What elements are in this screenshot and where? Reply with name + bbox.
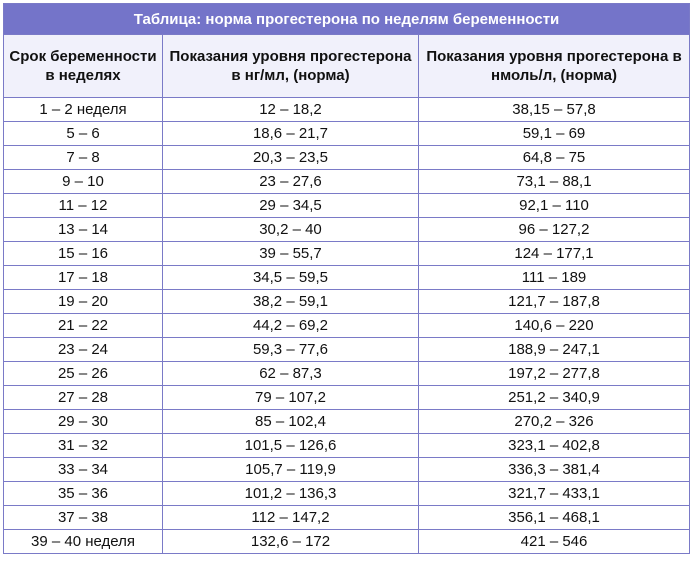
cell-week: 15 – 16 — [4, 242, 163, 266]
table-row — [4, 146, 690, 170]
cell-week: 17 – 18 — [4, 266, 163, 290]
header-nmol-l: Показания уровня прогестерона в нмоль/л, (норма) — [419, 35, 690, 98]
table-row — [4, 122, 690, 146]
header-week: Срок беременности в неделях — [4, 35, 163, 98]
cell-ng-ml: 132,6 – 172 — [163, 530, 419, 554]
cell-nmol-l: 188,9 – 247,1 — [419, 338, 690, 362]
cell-week: 5 – 6 — [4, 122, 163, 146]
cell-ng-ml: 101,5 – 126,6 — [163, 434, 419, 458]
cell-nmol-l: 92,1 – 110 — [419, 194, 690, 218]
cell-nmol-l: 336,3 – 381,4 — [419, 458, 690, 482]
table-title-row — [4, 4, 690, 35]
table-row — [4, 170, 690, 194]
cell-week: 21 – 22 — [4, 314, 163, 338]
cell-ng-ml: 85 – 102,4 — [163, 410, 419, 434]
table-row — [4, 98, 690, 122]
table-row — [4, 242, 690, 266]
cell-ng-ml: 59,3 – 77,6 — [163, 338, 419, 362]
cell-nmol-l: 64,8 – 75 — [419, 146, 690, 170]
cell-week: 29 – 30 — [4, 410, 163, 434]
table-header-row — [4, 35, 690, 98]
cell-ng-ml: 38,2 – 59,1 — [163, 290, 419, 314]
cell-nmol-l: 38,15 – 57,8 — [419, 98, 690, 122]
cell-ng-ml: 62 – 87,3 — [163, 362, 419, 386]
table-row — [4, 290, 690, 314]
cell-ng-ml: 12 – 18,2 — [163, 98, 419, 122]
cell-ng-ml: 29 – 34,5 — [163, 194, 419, 218]
cell-ng-ml: 23 – 27,6 — [163, 170, 419, 194]
cell-nmol-l: 270,2 – 326 — [419, 410, 690, 434]
cell-week: 7 – 8 — [4, 146, 163, 170]
header-ng-ml: Показания уровня прогестерона в нг/мл, (норма) — [163, 35, 419, 98]
cell-nmol-l: 73,1 – 88,1 — [419, 170, 690, 194]
cell-ng-ml: 105,7 – 119,9 — [163, 458, 419, 482]
table-title: Таблица: норма прогестерона по неделям беременности — [4, 4, 690, 35]
cell-nmol-l: 140,6 – 220 — [419, 314, 690, 338]
table-row — [4, 218, 690, 242]
table-row — [4, 506, 690, 530]
table-row — [4, 482, 690, 506]
cell-week: 31 – 32 — [4, 434, 163, 458]
cell-week: 9 – 10 — [4, 170, 163, 194]
cell-nmol-l: 96 – 127,2 — [419, 218, 690, 242]
cell-week: 33 – 34 — [4, 458, 163, 482]
table-row — [4, 530, 690, 554]
progesterone-table — [3, 3, 690, 554]
cell-ng-ml: 101,2 – 136,3 — [163, 482, 419, 506]
progesterone-table-container — [3, 3, 689, 554]
cell-nmol-l: 111 – 189 — [419, 266, 690, 290]
cell-week: 23 – 24 — [4, 338, 163, 362]
table-row — [4, 386, 690, 410]
cell-nmol-l: 356,1 – 468,1 — [419, 506, 690, 530]
cell-nmol-l: 59,1 – 69 — [419, 122, 690, 146]
cell-ng-ml: 20,3 – 23,5 — [163, 146, 419, 170]
cell-week: 13 – 14 — [4, 218, 163, 242]
cell-nmol-l: 197,2 – 277,8 — [419, 362, 690, 386]
cell-ng-ml: 112 – 147,2 — [163, 506, 419, 530]
cell-ng-ml: 44,2 – 69,2 — [163, 314, 419, 338]
cell-week: 35 – 36 — [4, 482, 163, 506]
cell-nmol-l: 321,7 – 433,1 — [419, 482, 690, 506]
table-row — [4, 266, 690, 290]
cell-week: 27 – 28 — [4, 386, 163, 410]
table-row — [4, 458, 690, 482]
table-row — [4, 362, 690, 386]
cell-ng-ml: 30,2 – 40 — [163, 218, 419, 242]
cell-week: 19 – 20 — [4, 290, 163, 314]
cell-ng-ml: 34,5 – 59,5 — [163, 266, 419, 290]
cell-week: 11 – 12 — [4, 194, 163, 218]
cell-nmol-l: 251,2 – 340,9 — [419, 386, 690, 410]
cell-ng-ml: 39 – 55,7 — [163, 242, 419, 266]
table-row — [4, 434, 690, 458]
cell-week: 1 – 2 неделя — [4, 98, 163, 122]
cell-week: 39 – 40 неделя — [4, 530, 163, 554]
cell-week: 37 – 38 — [4, 506, 163, 530]
table-row — [4, 314, 690, 338]
cell-nmol-l: 421 – 546 — [419, 530, 690, 554]
cell-ng-ml: 79 – 107,2 — [163, 386, 419, 410]
cell-ng-ml: 18,6 – 21,7 — [163, 122, 419, 146]
table-row — [4, 410, 690, 434]
cell-nmol-l: 124 – 177,1 — [419, 242, 690, 266]
table-row — [4, 194, 690, 218]
table-row — [4, 338, 690, 362]
cell-nmol-l: 323,1 – 402,8 — [419, 434, 690, 458]
cell-week: 25 – 26 — [4, 362, 163, 386]
cell-nmol-l: 121,7 – 187,8 — [419, 290, 690, 314]
